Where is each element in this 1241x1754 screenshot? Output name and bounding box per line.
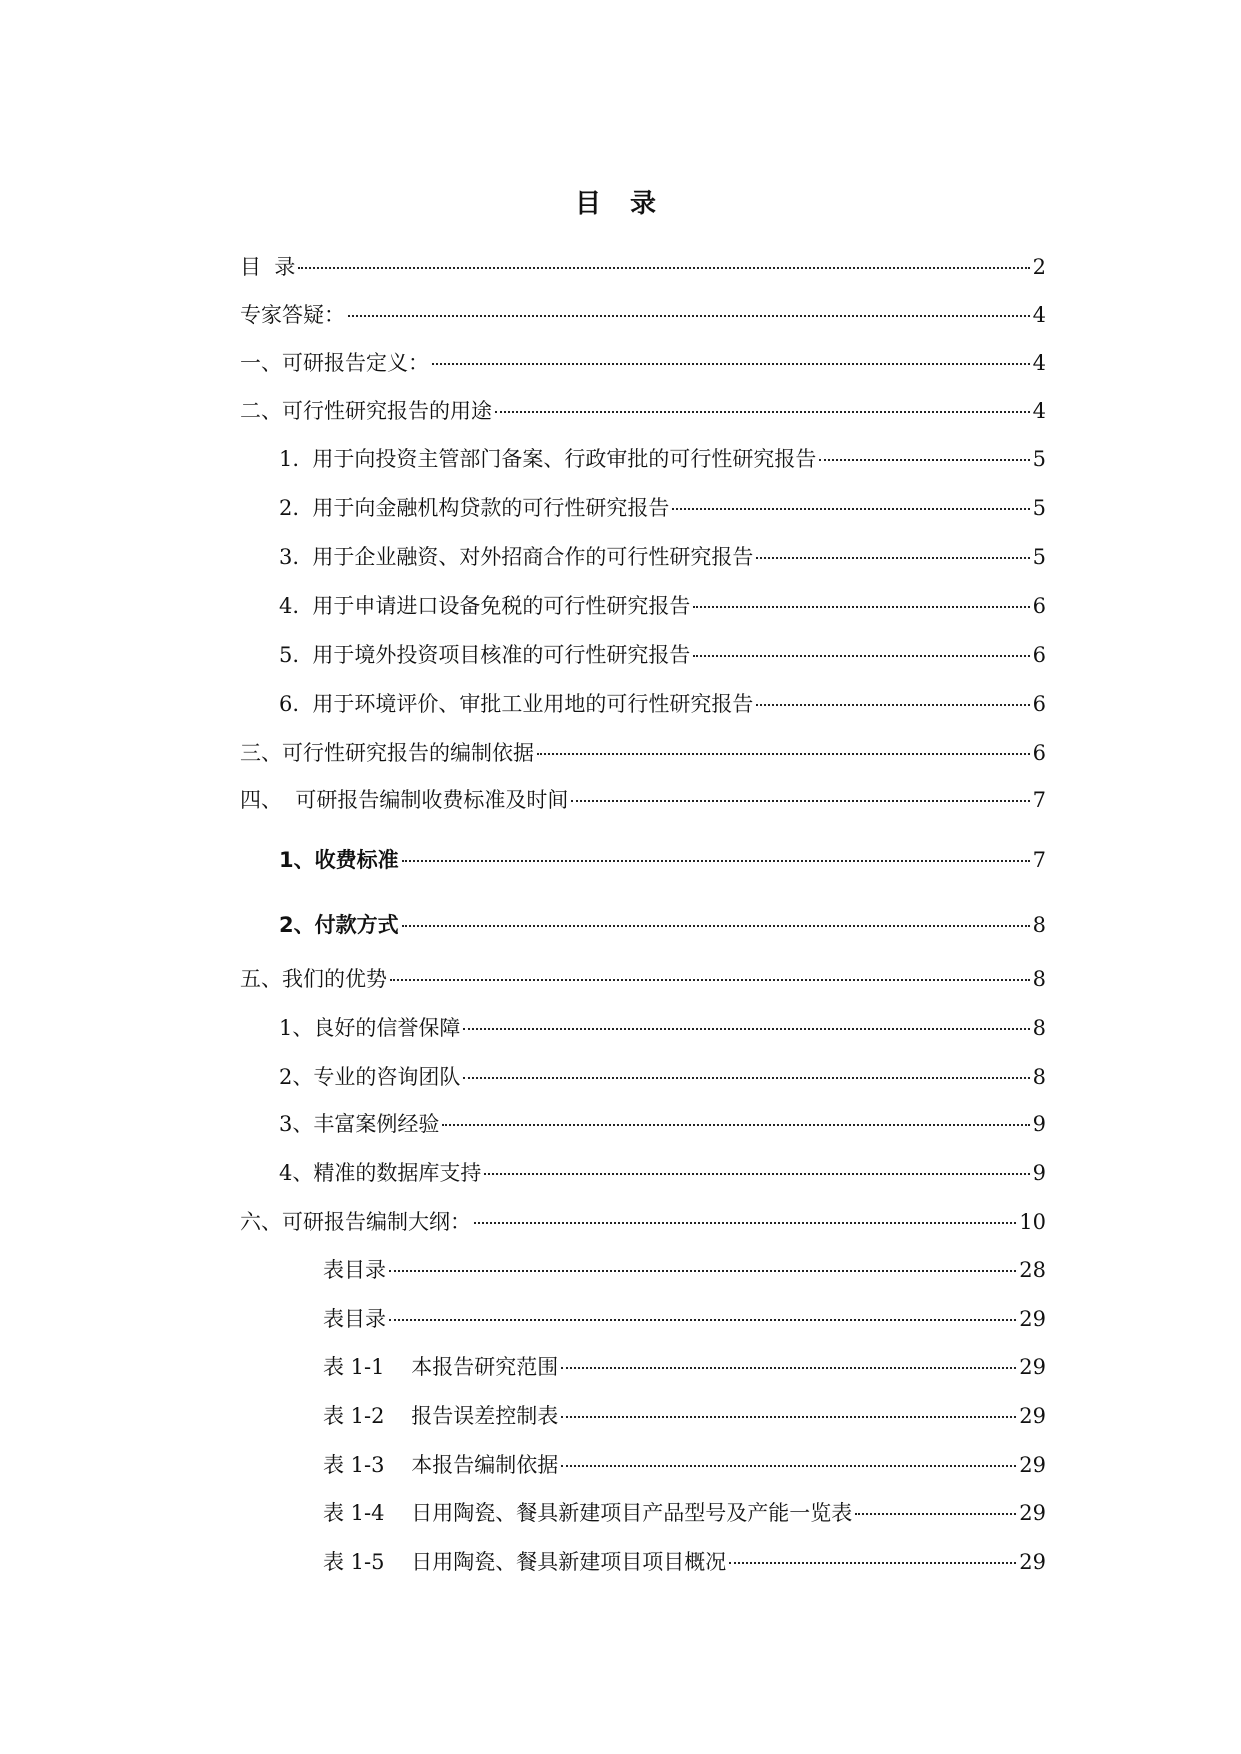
toc-entry-title: 5. 用于境外投资项目核准的可行性研究报告 <box>279 643 691 667</box>
dot-leader <box>402 860 1030 862</box>
toc-page-number: 5 <box>1032 545 1046 569</box>
toc-entry[interactable] <box>323 1401 1046 1431</box>
toc-entry[interactable] <box>279 542 1046 572</box>
dot-leader <box>693 606 1029 608</box>
toc-page-number: 2 <box>1032 255 1046 279</box>
dot-leader <box>484 1173 1029 1175</box>
toc-entry-title: 三、可行性研究报告的编制依据 <box>240 741 534 765</box>
dot-leader <box>442 1124 1029 1126</box>
toc-entry[interactable] <box>279 689 1046 719</box>
page-title: 目 录 <box>574 189 667 219</box>
toc-page-number: 29 <box>1019 1307 1046 1331</box>
toc-entry-title: 五、我们的优势 <box>240 967 387 991</box>
toc-page-number: 10 <box>1019 1210 1046 1234</box>
dot-leader <box>571 800 1029 802</box>
dot-leader <box>693 655 1029 657</box>
toc-page-number: 6 <box>1032 643 1046 667</box>
toc-entry[interactable] <box>323 1255 1046 1285</box>
dot-leader <box>402 925 1030 927</box>
toc-entry-title: 6. 用于环境评价、审批工业用地的可行性研究报告 <box>279 692 754 716</box>
toc-entry[interactable] <box>323 1547 1046 1577</box>
toc-entry[interactable] <box>323 1304 1046 1334</box>
toc-page-number: 5 <box>1032 496 1046 520</box>
toc-page-number: 29 <box>1019 1404 1046 1428</box>
dot-leader <box>463 1077 1029 1079</box>
toc-entry[interactable] <box>323 1450 1046 1480</box>
toc-page-number: 4 <box>1032 303 1046 327</box>
toc-entry-title: 一、可研报告定义： <box>240 351 429 375</box>
toc-page-number: 29 <box>1019 1355 1046 1379</box>
dot-leader <box>537 753 1030 755</box>
dot-leader <box>474 1222 1016 1224</box>
dot-leader <box>389 1270 1016 1272</box>
toc-page-number: 4 <box>1032 399 1046 423</box>
toc-entry-title: 表目录 <box>323 1307 386 1331</box>
toc-page-number: 6 <box>1032 741 1046 765</box>
toc-entry[interactable] <box>279 845 1046 875</box>
toc-page-number: 9 <box>1032 1112 1046 1136</box>
toc-entry[interactable] <box>323 1498 1046 1528</box>
toc-entry[interactable] <box>240 1207 1046 1237</box>
toc-page-number: 8 <box>1032 1065 1046 1089</box>
toc-page-number: 6 <box>1032 594 1046 618</box>
dot-leader <box>432 363 1030 365</box>
toc-page-number: 8 <box>1032 967 1046 991</box>
dot-leader <box>495 411 1030 413</box>
toc-entry-title: 2、付款方式 <box>279 913 399 937</box>
dot-leader <box>672 508 1029 510</box>
toc-entry-title: 2. 用于向金融机构贷款的可行性研究报告 <box>279 496 670 520</box>
dot-leader <box>463 1028 1029 1030</box>
toc-entry-title: 表 1-2 报告误差控制表 <box>323 1404 559 1428</box>
toc-entry[interactable] <box>279 1109 1046 1139</box>
toc-page-number: 8 <box>1032 1016 1046 1040</box>
toc-entry-title: 4. 用于申请进口设备免税的可行性研究报告 <box>279 594 691 618</box>
dot-leader <box>756 704 1029 706</box>
toc-page-number: 4 <box>1032 351 1046 375</box>
dot-leader <box>390 979 1030 981</box>
toc-page-number: 8 <box>1032 913 1046 937</box>
toc-entry[interactable] <box>240 738 1046 768</box>
toc-entry-title: 目 录 <box>240 255 296 279</box>
toc-entry-title: 表 1-4 日用陶瓷、餐具新建项目产品型号及产能一览表 <box>323 1501 853 1525</box>
toc-entry[interactable] <box>279 640 1046 670</box>
dot-leader <box>729 1562 1016 1564</box>
toc-entry[interactable] <box>279 1013 1046 1043</box>
dot-leader <box>855 1513 1016 1515</box>
toc-page-number: 9 <box>1032 1161 1046 1185</box>
toc-entry[interactable] <box>279 444 1046 474</box>
toc-entry-title: 2、专业的咨询团队 <box>279 1065 461 1089</box>
toc-page-number: 28 <box>1019 1258 1046 1282</box>
toc-entry-title: 1. 用于向投资主管部门备案、行政审批的可行性研究报告 <box>279 447 817 471</box>
toc-entry[interactable] <box>279 1062 1046 1092</box>
toc-entry-title: 六、可研报告编制大纲： <box>240 1210 471 1234</box>
toc-entry[interactable] <box>240 964 1046 994</box>
dot-leader <box>561 1465 1016 1467</box>
toc-entry[interactable] <box>323 1352 1046 1382</box>
toc-page-number: 5 <box>1032 447 1046 471</box>
toc-entry[interactable] <box>240 396 1046 426</box>
dot-leader <box>348 315 1030 317</box>
toc-entry[interactable] <box>240 785 1046 815</box>
toc-entry[interactable] <box>279 493 1046 523</box>
dot-leader <box>756 557 1029 559</box>
toc-page-number: 29 <box>1019 1501 1046 1525</box>
toc-entry-title: 1、良好的信誉保障 <box>279 1016 461 1040</box>
toc-entry-title: 3、丰富案例经验 <box>279 1112 440 1136</box>
toc-entry[interactable] <box>279 591 1046 621</box>
toc-entry-title: 3. 用于企业融资、对外招商合作的可行性研究报告 <box>279 545 754 569</box>
toc-entry-title: 表 1-1 本报告研究范围 <box>323 1355 559 1379</box>
toc-entry[interactable] <box>279 1158 1046 1188</box>
toc-entry-title: 1、收费标准 <box>279 848 399 872</box>
toc-page-number: 6 <box>1032 692 1046 716</box>
toc-entry-title: 二、可行性研究报告的用途 <box>240 399 492 423</box>
toc-entry-title: 表 1-3 本报告编制依据 <box>323 1453 559 1477</box>
dot-leader <box>561 1416 1016 1418</box>
dot-leader <box>298 267 1029 269</box>
toc-entry[interactable] <box>279 910 1046 940</box>
toc-entry-title: 专家答疑： <box>240 303 345 327</box>
toc-entry[interactable] <box>240 300 1046 330</box>
toc-entry[interactable] <box>240 252 1046 282</box>
dot-leader <box>561 1367 1016 1369</box>
toc-page-number: 7 <box>1032 848 1046 872</box>
toc-entry-title: 表目录 <box>323 1258 386 1282</box>
dot-leader <box>819 459 1029 461</box>
toc-page-number: 29 <box>1019 1453 1046 1477</box>
toc-entry-title: 四、 可研报告编制收费标准及时间 <box>240 788 569 812</box>
dot-leader <box>389 1319 1016 1321</box>
toc-page-number: 29 <box>1019 1550 1046 1574</box>
toc-page-number: 7 <box>1032 788 1046 812</box>
toc-entry-title: 4、精准的数据库支持 <box>279 1161 482 1185</box>
toc-entry[interactable] <box>240 348 1046 378</box>
toc-entry-title: 表 1-5 日用陶瓷、餐具新建项目项目概况 <box>323 1550 727 1574</box>
